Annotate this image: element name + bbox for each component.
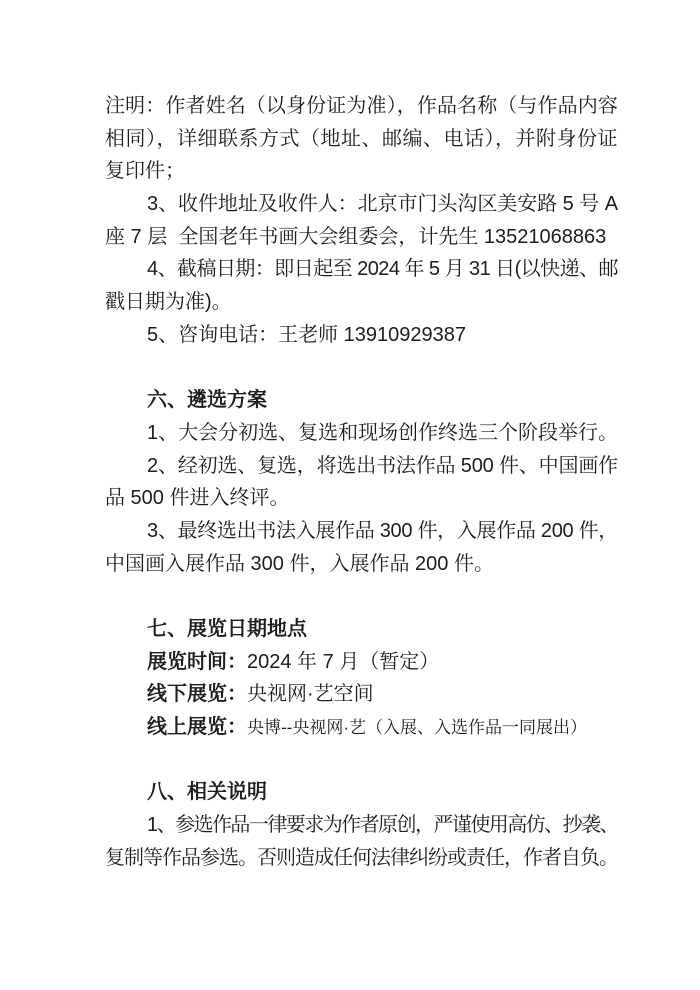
online-exhibition-label: 线上展览： (147, 716, 247, 739)
blank-line (105, 352, 618, 385)
exhibition-time-label: 展览时间： (147, 650, 247, 673)
doc-line: 注明：作者姓名（以身份证为准），作品名称（与作品内容 (105, 95, 618, 117)
doc-line: 复印件； (105, 160, 185, 183)
doc-line-deadline: 4、截稿日期：即日起至 2024 年 5 月 31 日(以快递、邮 (147, 258, 619, 281)
section-heading-selection-plan: 六、遴选方案 (147, 389, 267, 412)
doc-line: 3、最终选出书法入展作品 300 件，入展作品 200 件， (147, 519, 618, 542)
offline-exhibition-line (105, 678, 618, 711)
blank-line (105, 580, 618, 613)
doc-line-mailing-address: 座 7 层 全国老年书画大会组委会，计先生 13521068863 (105, 225, 607, 248)
section-heading-exhibition-date-place: 七、展览日期地点 (147, 618, 307, 640)
online-exhibition-line (105, 711, 618, 744)
exhibition-time-value: 2024 年 7 月（暂定） (247, 650, 440, 673)
blank-line (105, 744, 618, 777)
doc-line: 1、大会分初选、复选和现场创作终选三个阶段举行。 (147, 421, 618, 444)
doc-line-deadline: 戳日期为准)。 (105, 291, 232, 314)
section-heading-related-notes: 八、相关说明 (147, 781, 267, 804)
doc-line: 复制等作品参选。否则造成任何法律纠纷或责任，作者自负。 (105, 846, 618, 869)
doc-line: 中国画入展作品 300 件，入展作品 200 件。 (105, 552, 494, 575)
document-text-block (105, 90, 618, 875)
doc-line-phone: 5、咨询电话：王老师 13910929387 (147, 323, 467, 346)
doc-line: 1、参选作品一律要求为作者原创，严谨使用高仿、抄袭、 (147, 814, 618, 837)
doc-line: 相同），详细联系方式（地址、邮编、电话），并附身份证 (105, 127, 618, 150)
offline-exhibition-value: 央视网·艺空间 (247, 683, 374, 706)
doc-line: 品 500 件进入终评。 (105, 487, 290, 510)
exhibition-time-line (105, 646, 618, 679)
online-exhibition-value: 央博--央视网·艺（入展、入选作品一同展出） (247, 718, 587, 738)
offline-exhibition-label: 线下展览： (147, 683, 247, 706)
doc-line-mailing-address: 3、收件地址及收件人：北京市门头沟区美安路 5 号 A (147, 193, 618, 216)
doc-line: 2、经初选、复选，将选出书法作品 500 件、中国画作 (147, 454, 618, 477)
